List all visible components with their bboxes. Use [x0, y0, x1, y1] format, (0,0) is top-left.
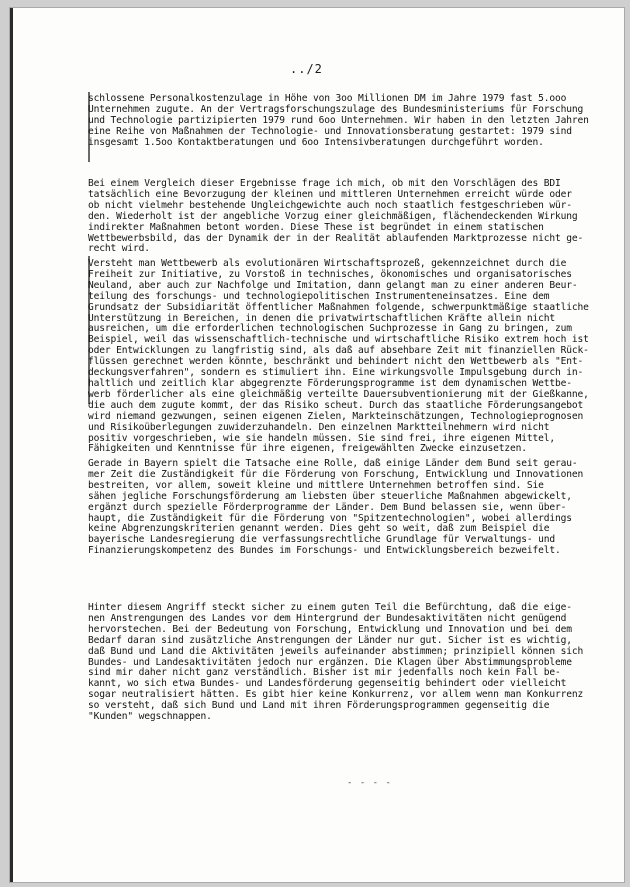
- paragraph-1: schlossene Personalkostenzulage in Höhe von 3oo Millionen DM im Jahre 1979 fast 5.ooo Unternehmen zugute. An der Vertragsforschungszulage des Bundesministeriums für Forschung und Technologie partizipierten 1979 rund 6oo Unternehmen. Wir haben in den letzten Jahren eine Reihe von Maßnahmen der Technologie- und Innovationsberatung gestartet: 1979 sind insgesamt 1.5oo Kontaktberatungen und 6oo Intensivberatungen durchgeführt worden.: [88, 93, 589, 148]
- paragraph-3: Versteht man Wettbewerb als evolutionären Wirtschaftsprozeß, gekennzeichnet durch die Freiheit zur Initiative, zu Vorstoß in technisches, ökonomisches und organisatorisches Neuland, aber auch zur Nachfolge und Imitation, dann gelangt man zu einer anderen Beur- teilung des forschungs- und technologiepolitischen Instrumenteneinsatzes. Eine dem Grundsatz der Subsidiarität öffentlicher Maßnahmen folgende, schwerpunktmäßige staatliche Unterstützung in Bereichen, in denen die privatwirtschaftlichen Kräfte allein nicht ausreichen, um die erforderlichen technologischen Suchprozesse in Gang zu bringen, zum Beispiel, weil das wissenschaftlich-technische und wirtschaftliche Risiko extrem hoch ist oder Entwicklungen zu langfristig sind, als daß auf absehbare Zeit mit finanziellen Rück- flüssen gerechnet werden könnte, beschränkt und behindert nicht den Wettbewerb als "Ent- deckungsverfahren", sondern es stimuliert ihn. Eine wirkungsvolle Impulsgebung durch in- haltlich und zeitlich klar abgegrenzte Förderungsprogramme ist dem dynamischen Wettbe- werb förderlicher als eine gleichmäßig verteilte Dauersubventionierung mit der Gießkanne, die auch dem zugute kommt, der das Risiko scheut. Durch das staatliche Förderungsangebot wird niemand gezwungen, seinen eigenen Zielen, Markteinschätzungen, Technologieprognosen und Risikoüberlegungen zuwiderzuhandeln. Den einzelnen Marktteilnehmern wird nicht positiv vorgeschrieben, wie sie handeln müssen. Sie sind frei, ihre eigenen Mittel, Fähigkeiten und Kenntnisse für ihre eigenen, freigewählten Zwecke einzusetzen.: [88, 258, 589, 455]
- paragraph-5: Hinter diesem Angriff steckt sicher zu einem guten Teil die Befürchtung, daß die eige- nen Anstrengungen des Landes vor dem Hintergrund der Bundesaktivitäten nicht genügend hervorstechen. Bei der Bedeutung von Forschung, Entwicklung und Innovation und bei dem Bedarf daran sind zusätzliche Anstrengungen der Länder nur gut. Sicher ist es wichtig, daß Bund und Land die Aktivitäten jeweils aufeinander abstimmen; prinzipiell können sich Bundes- und Landesaktivitäten jedoch nur ergänzen. Die Klagen über Abstimmungsprobleme sind mir daher nicht ganz verständlich. Bisher ist mir jedenfalls noch kein Fall be- kannt, wo sich etwa Bundes- und Landesförderung gegenseitig behindert oder vielleicht sogar neutralisiert hätten. Es gibt hier keine Konkurrenz, vor allem wenn man Konkurrenz so versteht, daß sich Bund und Land mit ihren Förderungsprogrammen gegenseitig die "Kunden" wegschnappen.: [88, 602, 584, 723]
- page-reference: ../2: [290, 62, 323, 76]
- paragraph-2: Bei einem Vergleich dieser Ergebnisse frage ich mich, ob mit den Vorschlägen des BDI tatsächlich eine Bevorzugung der kleinen und mittleren Unternehmen erreicht würde oder ob nicht vielmehr bestehende Ungleichgewichte auch noch staatlich festgeschrieben wür- den. Wiederholt ist der angebliche Vorzug einer gleichmäßigen, flächendeckenden Wirkung indirekter Maßnahmen betont worden. Diese These ist begründet in einem statischen Wettbewerbsbild, das der Dynamik der in der Realität ablaufenden Marktprozesse nicht ge- recht wird.: [88, 178, 584, 255]
- page-end-mark: - - - -: [347, 778, 392, 788]
- scan-edge: [10, 8, 13, 882]
- paragraph-4: Gerade in Bayern spielt die Tatsache eine Rolle, daß einige Länder dem Bund seit gerau- mer Zeit die Zuständigkeit für die Förderung von Forschung, Entwicklung und Innovationen bestreiten, vor allem, soweit kleine und mittlere Unternehmen betroffen sind. Sie sähen jegliche Forschungsförderung am liebsten über steuerliche Maßnahmen abgewickelt, ergänzt durch spezielle Förderprogramme der Länder. Dem Bund belassen sie, wenn über- haupt, die Zuständigkeit für die Förderung von "Spitzentechnologien", wobei allerdings keine Abgrenzungskriterien genannt werden. Dies geht so weit, daß zum Beispiel die bayerische Landesregierung die verfassungsrechtliche Grundlage für Verwaltungs- und Finanzierungskompetenz des Bundes im Forschungs- und Entwicklungsbereich bezweifelt.: [88, 458, 584, 557]
